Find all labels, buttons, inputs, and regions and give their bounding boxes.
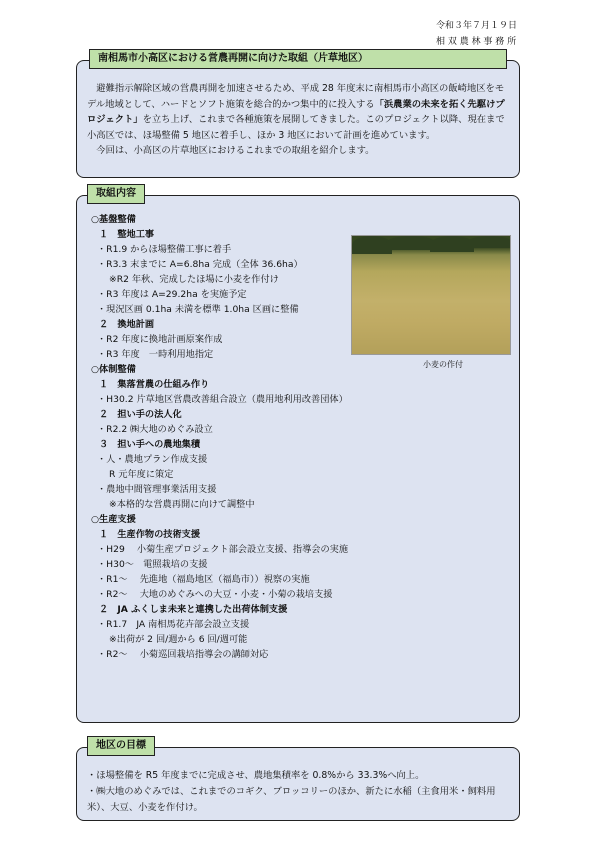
bullet-item: ・人・農地プラン作成支援	[97, 454, 208, 465]
bullet-item: ・R1.9 からほ場整備工事に着手	[97, 244, 232, 255]
efforts-box	[76, 188, 520, 723]
note-line: ※出荷が 2 回/週から 6 回/週可能	[109, 634, 248, 645]
goals-box	[76, 740, 520, 821]
subsection-heading: １ 集落営農の仕組み作り	[99, 379, 210, 390]
wheat-field-photo	[351, 235, 511, 355]
subsection-heading: ２ 担い手の法人化	[99, 409, 182, 420]
issuing-office: 相 双 農 林 事 務 所	[435, 37, 517, 47]
bullet-item: ・農地中間管理事業活用支援	[97, 484, 217, 495]
subsection-heading: １ 生産作物の技術支援	[99, 529, 201, 540]
intro-title: 南相馬市小高区における営農再開に向けた取組（片草地区）	[89, 49, 507, 69]
bullet-item: ・H30.2 片草地区営農改善組合設立（農用地利用改善団体）	[97, 394, 348, 405]
section-heading: ○基盤整備	[91, 214, 136, 225]
bullet-item: ・R3 年度は A=29.2ha を実施予定	[97, 289, 247, 300]
bullet-item: ・H30～ 電照栽培の支援	[97, 559, 208, 570]
bullet-item: ・R2～ 小菊巡回栽培指導会の講師対応	[97, 649, 269, 660]
document-date: 令和３年７月１９日	[435, 21, 517, 31]
photo-caption: 小麦の作付	[423, 360, 463, 369]
photo-treeline	[386, 236, 436, 250]
bullet-item: ・R2.2 ㈱大地のめぐみ設立	[97, 424, 213, 435]
bullet-item: ・R2～ 大地のめぐみへの大豆・小麦・小菊の栽培支援	[97, 589, 333, 600]
bullet-item: ・R1～ 先進地（福島地区（福島市））視察の実施	[97, 574, 310, 585]
intro-text-a: 避難指示解除区域の営農再開を加速させるため、平成 28 年度末に南相馬市小高区の飯崎地区をモデル地域として、ハードとソフト施策を総合的かつ集中的に投入する	[87, 83, 505, 110]
goal-line: ・㈱大地のめぐみでは、これまでのコギク、ブロッコリーのほか、新たに水稲（主食用米・飼料用米）、大豆、小麦を作付け。	[87, 786, 496, 813]
intro-body	[87, 81, 511, 159]
section-heading: ○体制整備	[91, 364, 136, 375]
photo-treeline	[468, 236, 511, 248]
note-line: ※本格的な営農再開に向けて調整中	[109, 499, 255, 510]
subsection-heading: ２ JA ふくしま未来と連携した出荷体制支援	[99, 604, 288, 615]
bullet-item: ・R3.3 末までに A=6.8ha 完成（全体 36.6ha）	[97, 259, 303, 270]
note-line: R 元年度に策定	[109, 469, 174, 480]
bullet-item: ・H29 小菊生産プロジェクト部会設立支援、指導会の実施	[97, 544, 349, 555]
efforts-title: 取組内容	[87, 184, 145, 204]
bullet-item: ・R3 年度 一時利用地指定	[97, 349, 214, 360]
bullet-item: ・R1.7 JA 南相馬花卉部会設立支援	[97, 619, 250, 630]
subsection-heading: ２ 換地計画	[99, 319, 155, 330]
goals-body	[87, 768, 511, 816]
project-name: 「浜農業の未来を拓く先駆けプロジェクト」	[87, 98, 505, 125]
intro-paragraph-1	[87, 81, 511, 143]
subsection-heading: ３ 担い手への農地集積	[99, 439, 201, 450]
bullet-item: ・R2 年度に換地計画原案作成	[97, 334, 223, 345]
subsection-heading: １ 整地工事	[99, 229, 155, 240]
section-heading: ○生産支援	[91, 514, 136, 525]
goal-line: ・ほ場整備を R5 年度までに完成させ、農地集積率を 0.8%から 33.3%へ向上。	[87, 770, 425, 781]
bullet-item: ・現況区画 0.1ha 未満を標準 1.0ha 区画に整備	[97, 304, 299, 315]
intro-text-b: を立ち上げ、これまで各種施策を展開してきました。このプロジェクト以降、現在まで小高区では、ほ場整備 5 地区に着手し、ほか 3 地区において計画を進めています。	[87, 114, 505, 141]
header-info	[436, 18, 517, 50]
intro-box	[76, 53, 520, 178]
intro-paragraph-2: 今回は、小高区の片草地区におけるこれまでの取組を紹介します。	[96, 145, 375, 156]
goals-title: 地区の目標	[87, 736, 155, 756]
note-line: ※R2 年秋、完成したほ場に小麦を作付け	[109, 274, 279, 285]
